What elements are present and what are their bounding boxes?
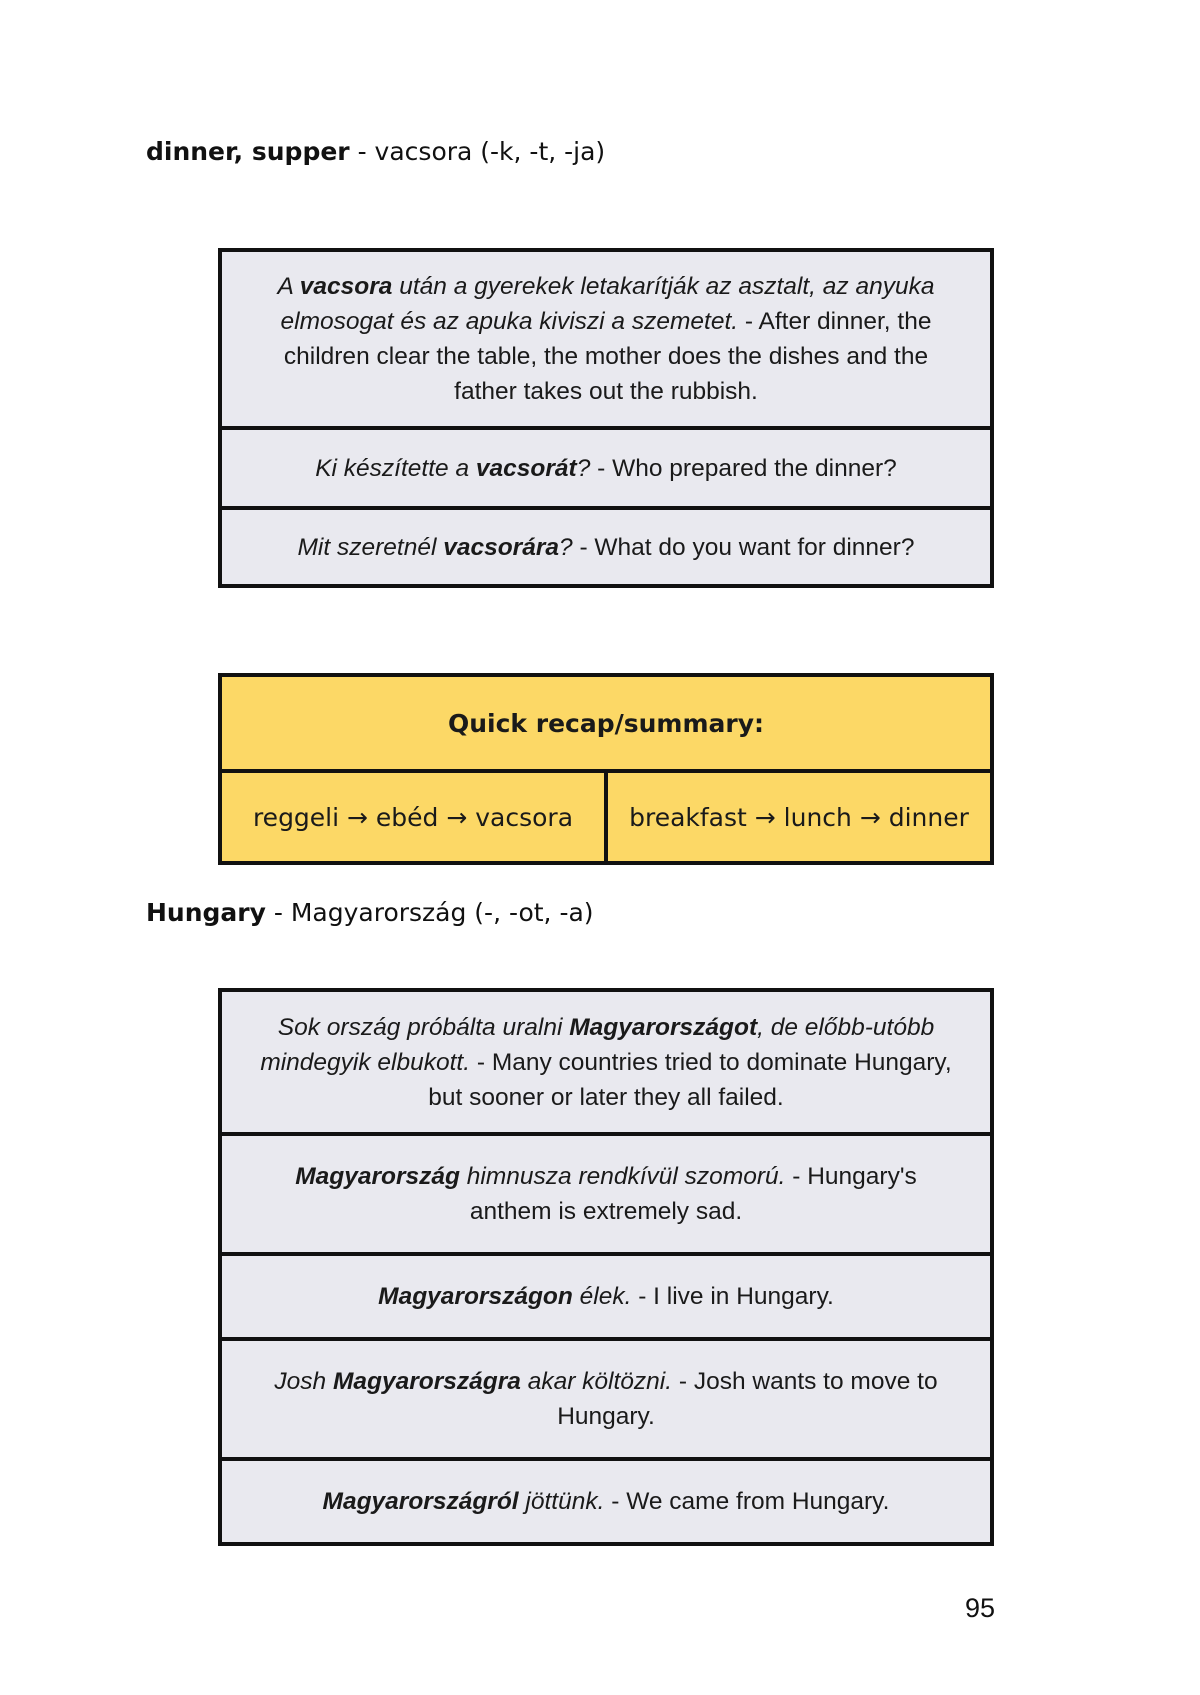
- english-text: - I live in Hungary.: [631, 1283, 834, 1310]
- entry-translation: - vacsora (-k, -t, -ja): [349, 137, 606, 166]
- english-text: - Hungary's anthem is extremely sad.: [469, 1163, 917, 1225]
- hungarian-text: ?: [576, 454, 591, 482]
- hungarian-text: A: [277, 273, 300, 300]
- example-row: [222, 426, 990, 506]
- recap-box: [218, 673, 994, 865]
- example-sentence: [254, 1159, 958, 1229]
- example-sentence: [378, 1279, 834, 1314]
- example-sentence: [323, 1484, 890, 1519]
- entry-word: Hungary: [146, 898, 266, 927]
- recap-hungarian: reggeli → ebéd → vacsora: [252, 802, 574, 832]
- english-text: - After dinner, the children clear the table, the mother does the dishes and the father takes out the rubbish.: [283, 308, 932, 405]
- english-text: - Who prepared the dinner?: [590, 454, 897, 482]
- hungarian-text: , de előbb-utóbb mindegyik elbukott.: [260, 1013, 935, 1076]
- highlighted-word: Magyarországot: [569, 1013, 758, 1041]
- hungarian-text: Sok ország próbálta uralni: [277, 1013, 570, 1041]
- entry-translation: - Magyarország (-, -ot, -a): [265, 898, 594, 927]
- hungarian-text: után a gyerekek letakarítják az asztalt, az anyuka elmosogat és az apuka kiviszi a szemetet.: [280, 273, 935, 335]
- example-sentence: [315, 451, 897, 486]
- example-row: [222, 1337, 990, 1457]
- example-box-dinner: [218, 248, 994, 588]
- hungarian-text: himnusza rendkívül szomorú.: [460, 1163, 786, 1190]
- entry-word: dinner, supper: [146, 137, 350, 166]
- hungarian-text: Josh: [274, 1368, 333, 1395]
- recap-english: breakfast → lunch → dinner: [604, 773, 990, 861]
- example-row: [222, 1457, 990, 1542]
- hungarian-text: ?: [559, 533, 573, 561]
- english-text: - What do you want for dinner?: [572, 533, 915, 561]
- entry-heading-hungary: [146, 898, 594, 927]
- hungarian-text: jöttünk.: [518, 1488, 605, 1515]
- highlighted-word: vacsorát: [475, 454, 577, 482]
- example-box-hungary: [218, 988, 994, 1546]
- example-row: [222, 1252, 990, 1337]
- highlighted-word: vacsorára: [443, 533, 559, 561]
- highlighted-word: Magyarország: [295, 1163, 460, 1190]
- recap-title: Quick recap/summary:: [447, 708, 765, 738]
- hungarian-text: akar költözni.: [520, 1368, 673, 1395]
- highlighted-word: Magyarországon: [378, 1283, 573, 1310]
- highlighted-word: Magyarországról: [322, 1488, 519, 1515]
- example-sentence: [254, 1364, 958, 1434]
- hungarian-text: élek.: [572, 1283, 632, 1310]
- example-sentence: [298, 530, 915, 565]
- recap-row: [222, 769, 990, 861]
- example-sentence: [254, 1010, 958, 1115]
- example-row: [222, 1132, 990, 1252]
- english-text: - Many countries tried to dominate Hungary, but sooner or later they all failed.: [428, 1048, 952, 1111]
- entry-heading-dinner: [146, 137, 605, 166]
- english-text: - We came from Hungary.: [604, 1488, 890, 1515]
- example-row: [222, 506, 990, 584]
- english-text: - Josh wants to move to Hungary.: [557, 1368, 938, 1430]
- page-number: 95: [964, 1593, 995, 1623]
- hungarian-text: Mit szeretnél: [297, 533, 444, 561]
- example-sentence: [254, 269, 958, 409]
- highlighted-word: Magyarországra: [332, 1368, 521, 1395]
- example-row: [222, 252, 990, 426]
- highlighted-word: vacsora: [299, 273, 393, 300]
- hungarian-text: Ki készítette a: [315, 454, 476, 482]
- example-row: [222, 992, 990, 1132]
